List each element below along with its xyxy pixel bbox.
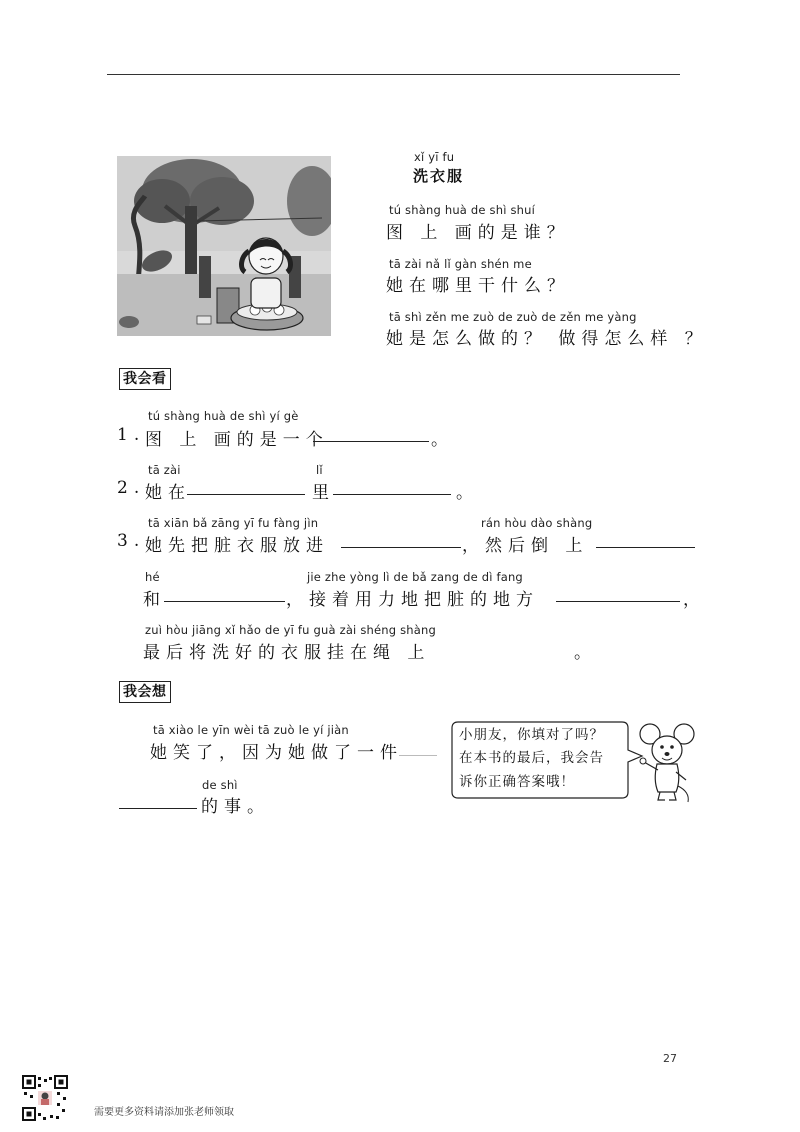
- item-3c-pinyin: zuì hòu jiāng xǐ hǎo de yī fu guà zài shéng shàng: [145, 623, 437, 637]
- bubble-line-1: 小朋友，你填对了吗？: [459, 727, 604, 743]
- intro-question-2-pinyin: tā zài nǎ lǐ gàn shén me: [389, 257, 532, 271]
- item-3b-pinyin-a: hé: [145, 570, 160, 584]
- item-1-pinyin: tú shàng huà de shì yí gè: [148, 409, 299, 423]
- page-number: 27: [663, 1052, 677, 1065]
- footer-note: 需要更多资料请添加张老师领取: [94, 1107, 234, 1118]
- item-3b-text-b: ，接着用力地把脏的地方: [286, 590, 539, 610]
- item-2-text-b: 里: [312, 483, 335, 503]
- item-2-end: 。: [456, 483, 479, 503]
- title-pinyin: xǐ yī fu: [414, 150, 455, 164]
- item-2-answer-blank-b[interactable]: [333, 494, 451, 495]
- item-3-answer-blank-b[interactable]: [596, 547, 695, 548]
- item-3-text-a: 她先把脏衣服放进: [145, 536, 329, 556]
- item-3b-end: ，: [683, 590, 706, 610]
- item-2-answer-blank-a[interactable]: [187, 494, 305, 495]
- item-1-number: 1.: [117, 425, 146, 445]
- item-3-pinyin-a: tā xiān bǎ zāng yī fu fàng jìn: [148, 516, 319, 530]
- intro-question-3: 她是怎么做的？ 做得怎么样 ？: [386, 329, 708, 349]
- think-line-2-text: 的事。: [201, 797, 270, 817]
- intro-question-3-pinyin: tā shì zěn me zuò de zuò de zěn me yàng: [389, 310, 637, 324]
- intro-question-2: 她在哪里干什么？: [386, 276, 570, 296]
- item-3-text-b: ，然后倒 上: [462, 536, 589, 556]
- think-line-1-text: 她笑了，因为她做了一件: [150, 743, 403, 763]
- bubble-line-2: 在本书的最后，我会告: [459, 750, 604, 766]
- item-1-end: 。: [431, 430, 454, 450]
- hint-speech-bubble: [450, 720, 635, 800]
- item-1-text: 图 上 画的是一个: [145, 430, 329, 450]
- think-answer-blank-b[interactable]: [119, 808, 197, 809]
- item-3c-text: 最后将洗好的衣服挂在绳 上: [143, 643, 431, 663]
- section-label-think: 我会想: [119, 681, 171, 703]
- item-3-pinyin-b: rán hòu dào shàng: [481, 516, 593, 530]
- item-2-number: 2.: [117, 478, 146, 498]
- lesson-title: 洗衣服: [413, 167, 465, 185]
- item-1-answer-blank[interactable]: [313, 441, 429, 442]
- item-3b-text-a: 和: [143, 590, 166, 610]
- item-2-pinyin-b: lǐ: [316, 463, 323, 477]
- item-3b-answer-blank-b[interactable]: [556, 601, 680, 602]
- item-2-pinyin-a: tā zài: [148, 463, 181, 477]
- qr-code-icon: [22, 1075, 68, 1121]
- think-line-2-pinyin: de shì: [202, 778, 238, 792]
- intro-question-1: 图 上 画的是谁？: [386, 223, 570, 243]
- section-label-look: 我会看: [119, 368, 171, 390]
- item-3c-end: 。: [574, 643, 597, 663]
- item-3-number: 3.: [117, 531, 146, 551]
- item-3b-pinyin-b: jie zhe yòng lì de bǎ zang de dì fang: [307, 570, 523, 584]
- mouse-mascot-icon: [638, 722, 696, 804]
- think-line-1-pinyin: tā xiào le yīn wèi tā zuò le yí jiàn: [153, 723, 349, 737]
- item-2-text-a: 她在: [145, 483, 191, 503]
- item-3-answer-blank-a[interactable]: [341, 547, 461, 548]
- header-rule: [107, 74, 680, 75]
- intro-question-1-pinyin: tú shàng huà de shì shuí: [389, 203, 536, 217]
- bubble-line-3: 诉你正确答案哦！: [459, 774, 575, 790]
- washing-clothes-illustration: [117, 156, 331, 336]
- think-answer-blank-a[interactable]: [399, 755, 437, 756]
- item-3b-answer-blank-a[interactable]: [164, 601, 285, 602]
